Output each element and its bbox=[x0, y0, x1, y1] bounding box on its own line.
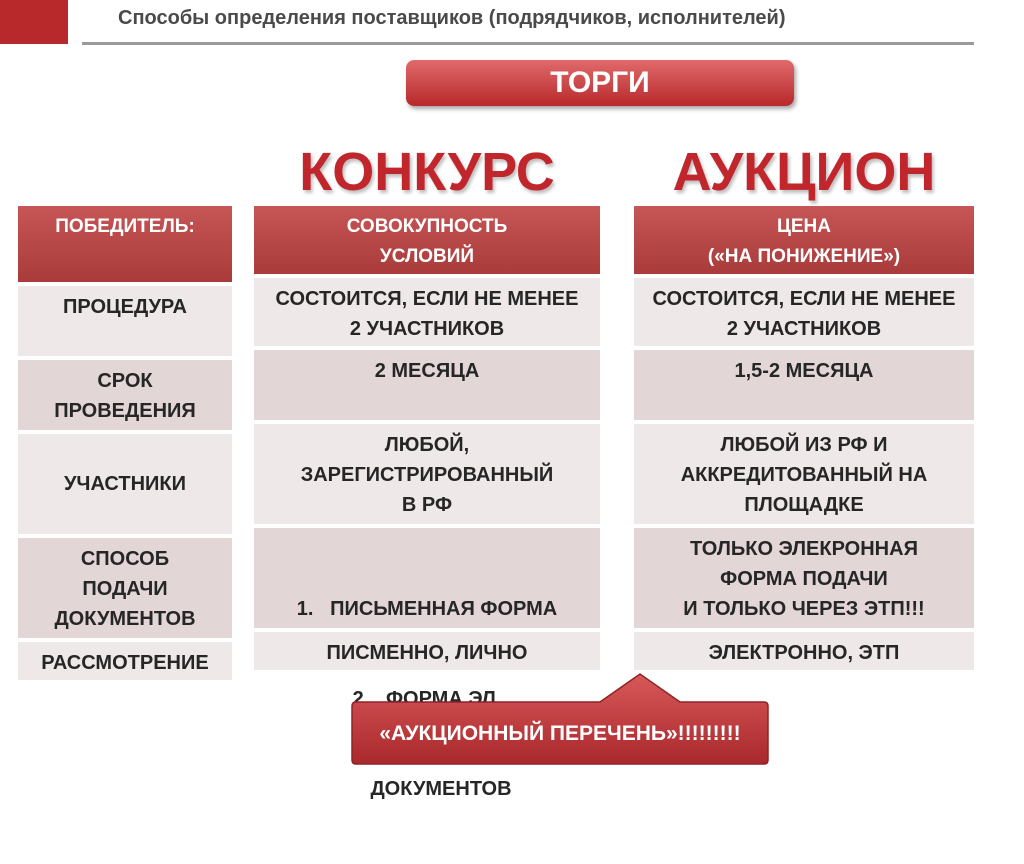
page-title: Способы определения поставщиков (подрядчиков, исполнителей) bbox=[118, 7, 786, 29]
label-review: РАССМОТРЕНИЕ bbox=[18, 642, 232, 680]
callout-text: «АУКЦИОННЫЙ ПЕРЕЧЕНЬ»!!!!!!!!! bbox=[379, 722, 741, 745]
konkurs-term: 2 МЕСЯЦА bbox=[254, 350, 600, 420]
label-participants: УЧАСТНИКИ bbox=[18, 434, 232, 534]
auction-winner: ЦЕНА («НА ПОНИЖЕНИЕ») bbox=[634, 206, 974, 274]
corner-accent bbox=[0, 0, 68, 44]
label-winner: ПОБЕДИТЕЛЬ: bbox=[18, 206, 232, 282]
auction-list-callout bbox=[350, 672, 770, 767]
konkurs-winner: СОВОКУПНОСТЬ УСЛОВИЙ bbox=[254, 206, 600, 274]
title-divider bbox=[82, 42, 974, 45]
konkurs-review: ПИСМЕННО, ЛИЧНО bbox=[254, 632, 600, 670]
auction-submission: ТОЛЬКО ЭЛЕКРОННАЯ ФОРМА ПОДАЧИ И ТОЛЬКО ЧЕРЕЗ ЭТП!!! bbox=[634, 528, 974, 628]
torgi-banner: ТОРГИ bbox=[406, 60, 794, 106]
auction-review: ЭЛЕКТРОННО, ЭТП bbox=[634, 632, 974, 670]
konkurs-heading: КОНКУРС bbox=[299, 142, 555, 202]
konkurs-procedure: СОСТОИТСЯ, ЕСЛИ НЕ МЕНЕЕ 2 УЧАСТНИКОВ bbox=[254, 278, 600, 346]
auction-heading: АУКЦИОН bbox=[672, 142, 936, 202]
label-term: СРОК ПРОВЕДЕНИЯ bbox=[18, 360, 232, 430]
auction-procedure: СОСТОИТСЯ, ЕСЛИ НЕ МЕНЕЕ 2 УЧАСТНИКОВ bbox=[634, 278, 974, 346]
criteria-column bbox=[18, 206, 232, 680]
auction-term: 1,5-2 МЕСЯЦА bbox=[634, 350, 974, 420]
label-submission: СПОСОБ ПОДАЧИ ДОКУМЕНТОВ bbox=[18, 538, 232, 638]
auction-participants: ЛЮБОЙ ИЗ РФ И АККРЕДИТОВАННЫЙ НА ПЛОЩАДКЕ bbox=[634, 424, 974, 524]
konkurs-submission: 1. ПИСЬМЕННАЯ ФОРМА 2. ФОРМА ЭЛ. ДОКУМЕНТОВ bbox=[254, 528, 600, 628]
auction-column bbox=[634, 206, 974, 670]
konkurs-participants: ЛЮБОЙ, ЗАРЕГИСТРИРОВАННЫЙ В РФ bbox=[254, 424, 600, 524]
label-procedure: ПРОЦЕДУРА bbox=[18, 286, 232, 356]
